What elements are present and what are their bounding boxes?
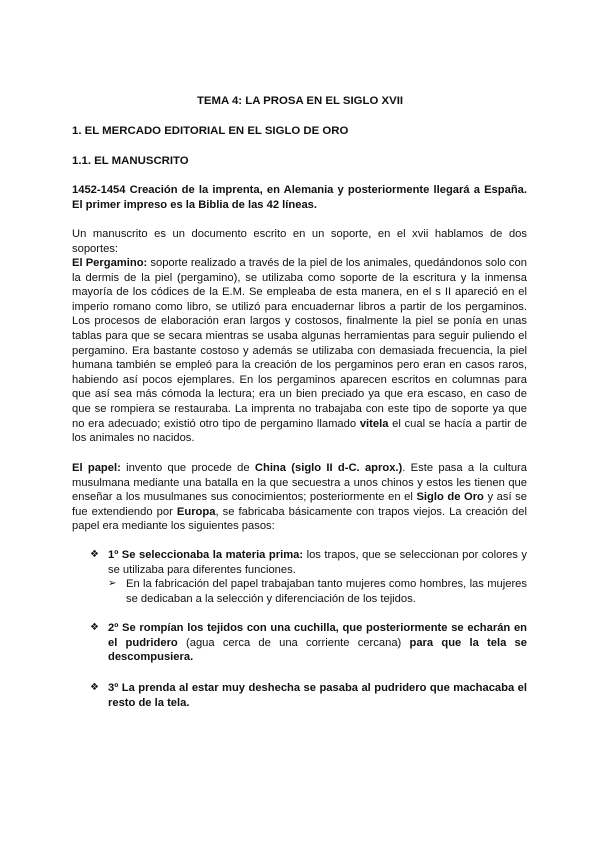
papel-paragraph [72, 461, 527, 534]
step-item [90, 621, 527, 665]
vitela-term: vitela [359, 417, 389, 430]
step-bold: 3º La prenda al estar muy deshecha se pasaba al pudridero que machacaba el resto de la tela. [108, 682, 527, 709]
siglo-oro-term: Siglo de Oro [416, 491, 484, 504]
papel-text-2: . Este pasa a la cultura musulmana mediante una batalla en la que secuestra a unos chinos y estos les tienen que enseñar a los musulmanes sus conocimientos; posteriormente en el [72, 462, 528, 504]
arrow-bullet-icon: ➢ [108, 578, 117, 589]
step-bold: 1º Se seleccionaba la materia prima: [108, 549, 304, 561]
diamond-bullet-icon: ❖ [90, 622, 99, 633]
page-title: TEMA 4: LA PROSA EN EL SIGLO XVII [196, 95, 404, 107]
step-bold: 2º Se rompían los tejidos con una cuchilla, que posteriormente se echarán en el pudridero [108, 622, 527, 649]
diamond-bullet-icon: ❖ [90, 682, 99, 693]
intro-paragraph: 1452-1454 Creación de la imprenta, en Alemania y posteriormente llegará a España. El primer impreso es la Biblia de las 42 líneas. [72, 184, 527, 211]
diamond-bullet-icon: ❖ [90, 549, 99, 560]
papel-term: El papel: [72, 462, 121, 474]
step-item [90, 548, 527, 577]
lead-paragraph: Un manuscrito es un documento escrito en un soporte, en el xvii hablamos de dos soportes: [72, 228, 527, 255]
papel-text-3: y así se fue extendiendo por [72, 491, 527, 518]
papel-text-1: invento que procede de [120, 462, 255, 474]
china-term: China (siglo II d-C. aprox.) [254, 462, 403, 474]
step-text: los trapos, que se seleccionan por colores y se utilizaba para diferentes funciones. [108, 549, 527, 576]
pergamino-text-2: el cual se hacía a partir de los animales no nacidos. [72, 417, 527, 445]
pergamino-term: El Pergamino: [72, 257, 148, 269]
section-heading: 1. EL MERCADO EDITORIAL EN EL SIGLO DE ORO [72, 125, 349, 137]
step-bold-2: para que la tela se descompusiera. [108, 636, 527, 664]
europa-term: Europa [176, 505, 216, 518]
papel-text-4: , se fabricaba básicamente con trapos viejos. La creación del papel era mediante los siguientes pasos: [72, 505, 527, 533]
pergamino-paragraph [72, 256, 527, 446]
sub-step-item [108, 577, 527, 606]
pergamino-text-1: soporte realizado a través de la piel de los animales, quedándonos solo con la dermis de la piel (pergamino), se utilizaba como soporte de la escritura y la inmensa mayoría de los códices de la E.M. Se empleaba de esta manera, en el s II apareció en el imperio romano como libro, se utilizó para encuadernar libros a partir de los pergaminos. Los procesos de elaboración eran largos y costosos, finalmente la piel se ponía en unas tablas para que se secara mientras se usaba algunas herramientas para seguir puliendo el pergamino. Era bastante costoso y además se utilizaba con demasiada frecuencia, la piel humana también se empleó para la creación de los pergaminos pero eran en casos raros, habiendo así pocos ejemplares. En los pergaminos aparecen escritos en columnas para que así sea más cómoda la lectura; era un bien preciado ya que era escaso, en caso de que se rompiera se restauraba. La imprenta no trabajaba con este tipo de soporte ya que no era adecuado; existió otro tipo de pergamino llamado [72, 257, 527, 430]
sub-step-text: En la fabricación del papel trabajaban tanto mujeres como hombres, las mujeres se dedicaban a la selección y diferenciación de los tejidos. [126, 578, 527, 605]
subsection-heading: 1.1. EL MANUSCRITO [72, 155, 189, 167]
step-text: (agua cerca de una corriente cercana) [177, 636, 410, 649]
step-item [90, 681, 527, 710]
